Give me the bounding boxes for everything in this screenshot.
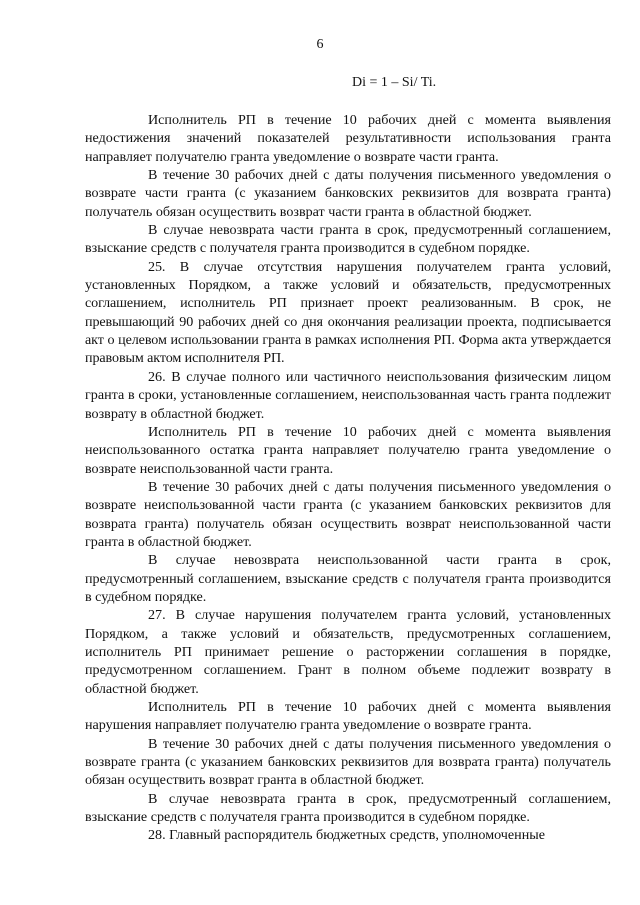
paragraph-unused-recovery-court: В случае невозврата неиспользованной части гранта в срок, предусмотренный соглашением, взыскание средств с получателя гранта производится в судебном порядке. — [85, 552, 611, 605]
paragraph-full-recovery-court: В случае невозврата гранта в срок, предусмотренный соглашением, взыскание средств с получателя гранта производится в судебном порядке. — [85, 790, 611, 826]
paragraph-refund-unused-deadline: В течение 30 рабочих дней с даты получения письменного уведомления о возврате неиспользованной части гранта (с указанием банковских реквизитов для возврата гранта) получатель обязан осуществить возврат неиспользованной части гранта в областной бюджет. — [85, 478, 611, 550]
paragraph-item-27: 27. В случае нарушения получателем гранта условий, установленных Порядком, а также условий и обязательств, предусмотренных соглашением, исполнитель РП принимает решение о расторжении соглашения в порядке, предусмотренном соглашением. Грант в полном объеме подлежит возврату в областной бюджет. — [85, 607, 611, 697]
paragraph-notice-unused-balance: Исполнитель РП в течение 10 рабочих дней с момента выявления неиспользованного остатка гранта направляет получателю гранта уведомление о возврате неиспользованной части гранта. — [85, 423, 611, 477]
paragraph-refund-full-deadline: В течение 30 рабочих дней с даты получения письменного уведомления о возврате гранта (с указанием банковских реквизитов для возврата гранта) получатель обязан осуществить возврат гранта в областной бюджет. — [85, 735, 611, 789]
paragraph-notice-violation: Исполнитель РП в течение 10 рабочих дней с момента выявления нарушения направляет получателю гранта уведомление о возврате гранта. — [85, 699, 611, 734]
paragraph-refund-part-deadline: В течение 30 рабочих дней с даты получения письменного уведомления о возврате части гранта (с указанием банковских реквизитов для возврата гранта) получатель обязан осуществить возврат части гранта в областной бюджет. — [85, 167, 611, 220]
page-number: 6 — [316, 37, 324, 52]
paragraph-part-recovery-court: В случае невозврата части гранта в срок, предусмотренный соглашением, взыскание средств с получателя гранта производится в судебном порядке. — [85, 222, 611, 257]
paragraph-item-28: 28. Главный распорядитель бюджетных средств, уполномоченные — [148, 827, 545, 844]
paragraph-item-25: 25. В случае отсутствия нарушения получателем гранта условий, установленных Порядком, а также условий и обязательств, предусмотренных соглашением, исполнитель РП признает проект реализованным. В срок, не превышающий 90 рабочих дней со дня окончания реализации проекта, подписывается акт о целевом использовании гранта в рамках исполнения РП. Форма акта утверждается правовым актом исполнителя РП. — [85, 258, 611, 367]
paragraph-notice-underachievement: Исполнитель РП в течение 10 рабочих дней с момента выявления недостижения значений показателей результативности использования гранта направляет получателю гранта уведомление о возврате части гранта. — [85, 112, 611, 165]
formula: Di = 1 – Si/ Ti. — [352, 75, 437, 90]
paragraph-item-26: 26. В случае полного или частичного неиспользования физическим лицом гранта в сроки, установленные соглашением, неиспользованная часть гранта подлежит возврату в областной бюджет. — [85, 368, 611, 422]
body-text — [85, 111, 611, 845]
